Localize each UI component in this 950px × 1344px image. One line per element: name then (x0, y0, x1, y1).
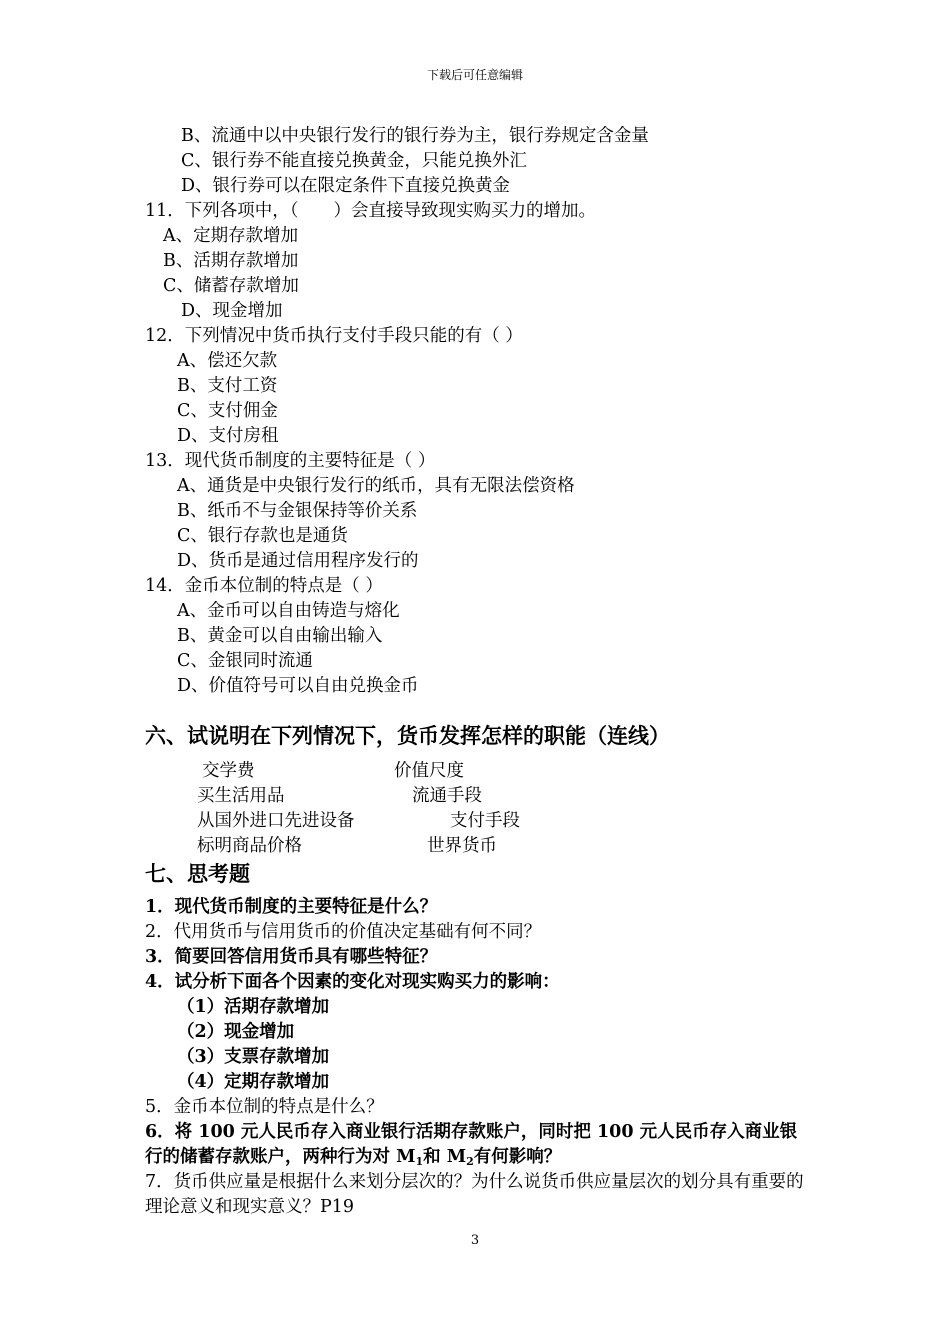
match-left-item: 买生活用品 (197, 786, 285, 806)
thinking-q3: 3．简要回答信用货币具有哪些特征？ (145, 947, 438, 967)
match-right-item: 价值尺度 (394, 761, 464, 781)
q13-stem: 13．现代货币制度的主要特征是（ ） (145, 451, 436, 471)
q14-option-b: B、黄金可以自由输出输入 (177, 626, 383, 646)
q14-stem: 14．金币本位制的特点是（ ） (145, 576, 383, 596)
q10-option-b: B、流通中以中央银行发行的银行券为主，银行券规定含金量 (181, 126, 649, 146)
thinking-q1: 1．现代货币制度的主要特征是什么？ (145, 897, 438, 917)
thinking-q4-item: （1）活期存款增加 (177, 997, 330, 1017)
q11-option-b: B、活期存款增加 (163, 251, 299, 271)
match-left-item: 从国外进口先进设备 (197, 811, 355, 831)
thinking-q4: 4．试分析下面各个因素的变化对现实购买力的影响： (145, 972, 560, 992)
q12-option-a: A、偿还欠款 (177, 351, 278, 371)
q14-option-a: A、金币可以自由铸造与熔化 (177, 601, 400, 621)
thinking-q5: 5．金币本位制的特点是什么？ (145, 1097, 384, 1117)
thinking-q4-item: （3）支票存款增加 (177, 1047, 330, 1067)
thinking-q6 (145, 1120, 810, 1174)
match-right-item: 支付手段 (450, 811, 520, 831)
match-right-item: 流通手段 (412, 786, 482, 806)
q11-option-c: C、储蓄存款增加 (163, 276, 299, 296)
q12-option-d: D、支付房租 (177, 426, 279, 446)
match-right-item: 世界货币 (427, 836, 497, 856)
q11-option-d: D、现金增加 (181, 301, 283, 321)
match-left-item: 交学费 (202, 761, 255, 781)
q13-option-c: C、银行存款也是通货 (177, 526, 348, 546)
section-6-title: 六、试说明在下列情况下，货币发挥怎样的职能（连线） (145, 724, 670, 748)
q10-option-d: D、银行券可以在限定条件下直接兑换黄金 (181, 176, 511, 196)
thinking-q7: 7．货币供应量是根据什么来划分层次的？为什么说货币供应量层次的划分具有重要的理论意义和现实意义？P19 (145, 1172, 804, 1217)
thinking-q4-item: （4）定期存款增加 (177, 1072, 330, 1092)
page-header: 下载后可任意编辑 (426, 68, 523, 82)
q11-option-a: A、定期存款增加 (163, 226, 299, 246)
match-left-item: 标明商品价格 (197, 836, 302, 856)
thinking-q6-text: 6．将 100 元人民币存入商业银行活期存款账户，同时把 100 元人民币存入商业银行的储蓄存款账户，两种行为对 M (145, 1122, 798, 1167)
thinking-q6-mid: 和 M (423, 1147, 467, 1167)
thinking-q2: 2．代用货币与信用货币的价值决定基础有何不同？ (145, 922, 542, 942)
m2-subscript: 2 (466, 1155, 474, 1168)
q12-option-b: B、支付工资 (177, 376, 278, 396)
section-7-title: 七、思考题 (145, 862, 250, 886)
thinking-q4-item: （2）现金增加 (177, 1022, 295, 1042)
q10-option-c: C、银行券不能直接兑换黄金，只能兑换外汇 (181, 151, 527, 171)
q12-option-c: C、支付佣金 (177, 401, 278, 421)
thinking-q6-end: 有何影响？ (473, 1147, 562, 1167)
q13-option-b: B、纸币不与金银保持等价关系 (177, 501, 418, 521)
q14-option-d: D、价值符号可以自由兑换金币 (177, 676, 419, 696)
q13-option-a: A、通货是中央银行发行的纸币，具有无限法偿资格 (177, 476, 575, 496)
page-number: 3 (470, 1233, 480, 1248)
m1-subscript: 1 (415, 1155, 424, 1168)
q14-option-c: C、金银同时流通 (177, 651, 313, 671)
q13-option-d: D、货币是通过信用程序发行的 (177, 551, 419, 571)
q12-stem: 12．下列情况中货币执行支付手段只能的有（ ） (145, 326, 523, 346)
q11-stem: 11．下列各项中，（ ）会直接导致现实购买力的增加。 (145, 201, 597, 221)
